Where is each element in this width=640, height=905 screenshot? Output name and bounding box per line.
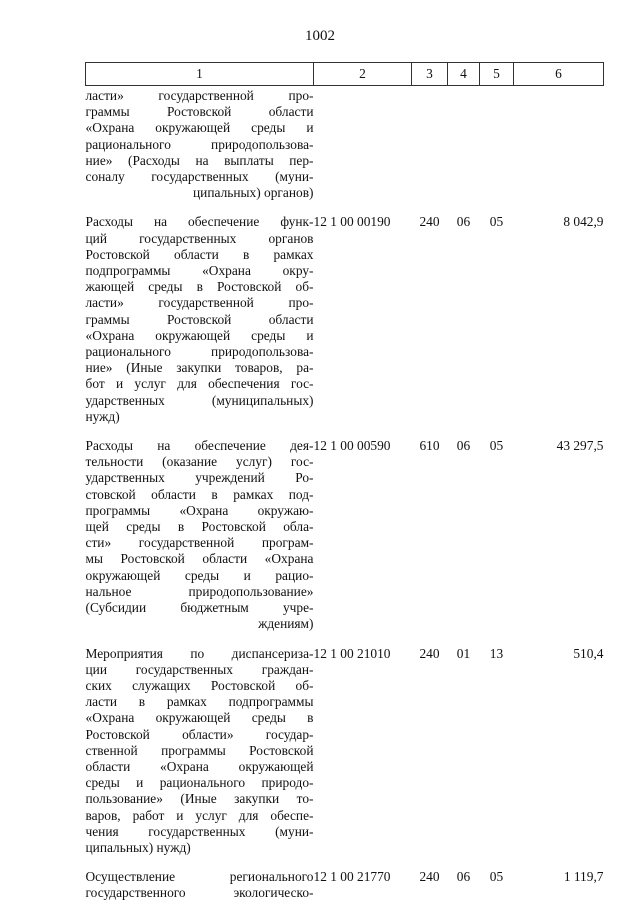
description-line: тельности (оказание услуг) гос-: [85, 454, 314, 470]
description-line: Расходы на обеспечение функ-: [85, 214, 314, 230]
description-line: ние» (Иные закупки товаров, ра-: [85, 360, 314, 376]
description-line: стовской области в рамках под-: [85, 486, 314, 502]
row-description: [86, 646, 314, 870]
table-header-row: [86, 63, 604, 86]
row-subsection: 05: [489, 438, 504, 454]
row-code: 12 1 00 00190: [313, 214, 391, 230]
row-code: 12 1 00 00590: [313, 438, 391, 454]
page-number: 1002: [305, 28, 335, 44]
description-line: Расходы на обеспечение дея-: [85, 438, 314, 454]
description-line: граммы Ростовской области: [85, 311, 314, 327]
description-line: «Охрана окружающей среды в: [85, 710, 314, 726]
description-line: окружающей среды и рацио-: [85, 567, 314, 583]
row-expense-type: 610: [419, 438, 440, 454]
row-expense-type: [412, 86, 448, 215]
header-col-1: 1: [86, 63, 314, 86]
row-subsection: 05: [489, 214, 504, 230]
row-code: [314, 86, 412, 215]
description-line: соналу государственных (муни-: [85, 169, 314, 185]
description-line: ципальных) органов): [193, 185, 314, 201]
row-description: [86, 869, 314, 901]
row-description: [86, 214, 314, 438]
table-row: [86, 438, 604, 645]
row-expense-type: 240: [419, 869, 440, 885]
row-code: 12 1 00 21770: [313, 869, 391, 885]
description-line: Мероприятия по диспансериза-: [85, 645, 314, 661]
header-col-6: 6: [514, 63, 604, 86]
row-amount: 510,4: [573, 645, 604, 661]
header-col-4: 4: [448, 63, 480, 86]
row-subsection: 05: [489, 869, 504, 885]
description-line: жающей среды в Ростовской об-: [85, 279, 314, 295]
table-row: [86, 869, 604, 901]
header-col-3: 3: [412, 63, 448, 86]
row-section: 06: [456, 869, 471, 885]
description-line: пользование» (Иные закупки то-: [85, 791, 314, 807]
header-col-5: 5: [480, 63, 514, 86]
row-code: 12 1 00 21010: [313, 645, 391, 661]
description-line: Ростовской области» государ-: [85, 726, 314, 742]
description-line: граммы Ростовской области: [85, 104, 314, 120]
description-line: ласти» государственной про-: [85, 295, 314, 311]
row-amount: 1 119,7: [563, 869, 604, 885]
description-line: ственной программы Ростовской: [85, 742, 314, 758]
row-section: 06: [456, 438, 471, 454]
description-line: нужд): [85, 408, 120, 424]
description-line: (Субсидии бюджетным учре-: [85, 600, 314, 616]
row-section: 06: [456, 214, 471, 230]
budget-table: [85, 62, 604, 902]
description-line: ции государственных граждан-: [85, 661, 314, 677]
description-line: Ростовской области в рамках: [85, 246, 314, 262]
row-expense-type: 240: [419, 645, 440, 661]
description-line: государственного экологическо-: [85, 885, 314, 901]
description-line: Осуществление регионального: [85, 869, 314, 885]
row-section: 01: [456, 645, 471, 661]
table-row: [86, 86, 604, 215]
row-amount: 8 042,9: [563, 214, 604, 230]
description-line: ципальных) нужд): [85, 839, 191, 855]
description-line: «Охрана окружающей среды и: [85, 120, 314, 136]
description-line: мы Ростовской области «Охрана: [85, 551, 314, 567]
description-line: чения государственных (муни-: [85, 823, 314, 839]
description-line: рационального природопользова-: [85, 136, 314, 152]
description-line: ударственных учреждений Ро-: [85, 470, 314, 486]
description-line: программы «Охрана окружаю-: [85, 502, 314, 518]
row-subsection: [480, 86, 514, 215]
row-description: [86, 86, 314, 215]
description-line: ласти» государственной про-: [85, 88, 314, 103]
description-line: подпрограммы «Охрана окру-: [85, 263, 314, 279]
description-line: нальное природопользование»: [85, 583, 314, 599]
row-expense-type: 240: [419, 214, 440, 230]
row-amount: 43 297,5: [556, 438, 604, 454]
description-line: ласти в рамках подпрограммы: [85, 694, 314, 710]
table-row: [86, 646, 604, 870]
row-description: [86, 438, 314, 645]
description-line: сти» государственной програм-: [85, 535, 314, 551]
row-subsection: 13: [489, 645, 504, 661]
description-line: ударственных (муниципальных): [85, 392, 314, 408]
header-col-2: 2: [314, 63, 412, 86]
description-line: бот и услуг для обеспечения гос-: [85, 376, 314, 392]
description-line: среды и рационального природо-: [85, 775, 314, 791]
description-line: щей среды в Ростовской обла-: [85, 519, 314, 535]
row-amount: [514, 86, 604, 215]
row-section: [448, 86, 480, 215]
table-row: [86, 214, 604, 438]
description-line: ждениям): [258, 616, 314, 632]
description-line: области «Охрана окружающей: [85, 758, 314, 774]
description-line: ние» (Расходы на выплаты пер-: [85, 152, 314, 168]
description-line: ций государственных органов: [85, 230, 314, 246]
description-line: «Охрана окружающей среды и: [85, 327, 314, 343]
description-line: рационального природопользова-: [85, 344, 314, 360]
description-line: варов, работ и услуг для обеспе-: [85, 807, 314, 823]
description-line: ских служащих Ростовской об-: [85, 677, 314, 693]
